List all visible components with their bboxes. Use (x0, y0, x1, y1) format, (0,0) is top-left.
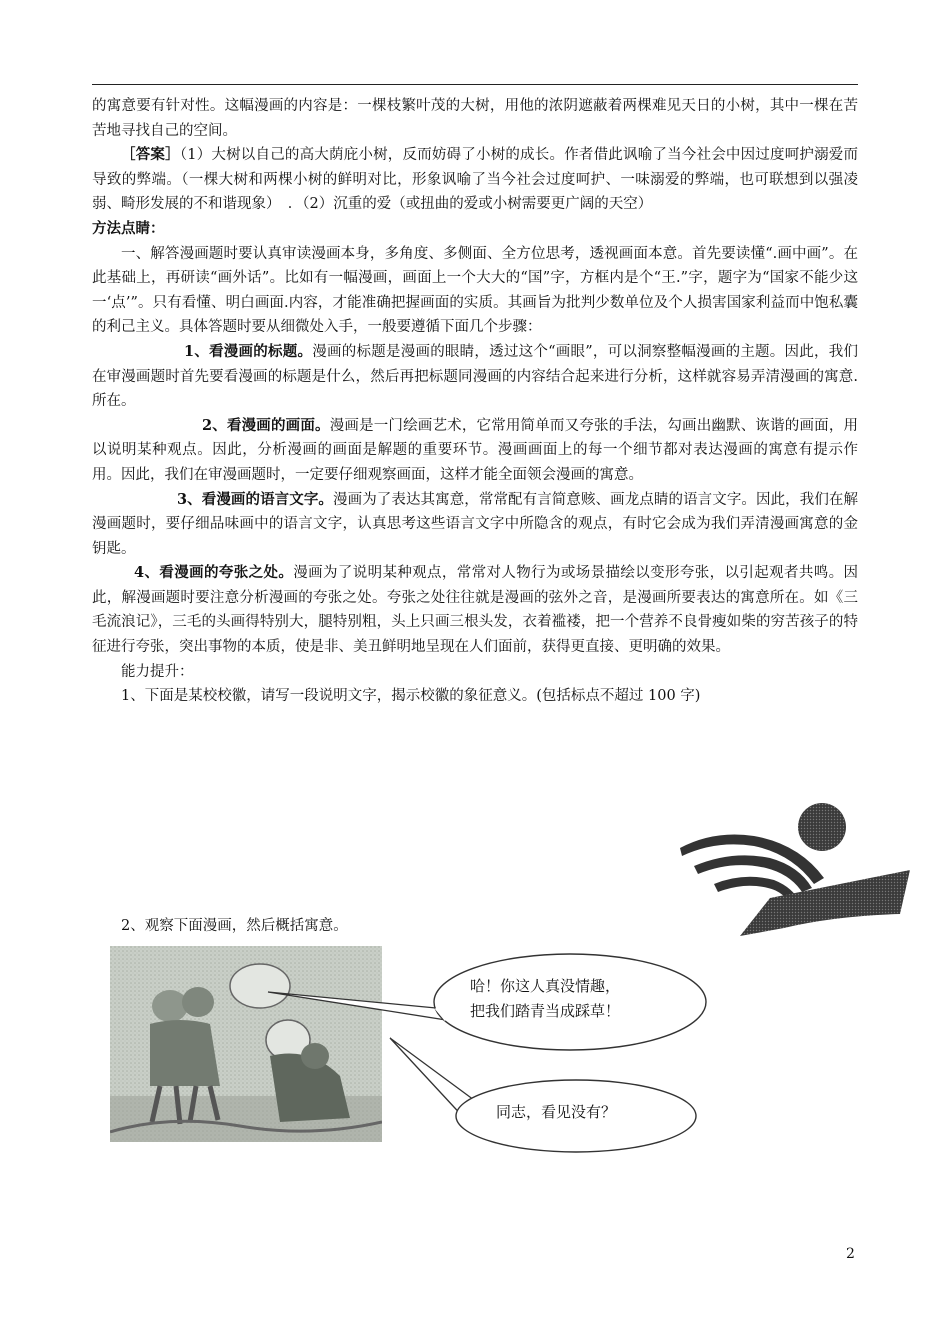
bubble-1-text (470, 974, 670, 1024)
paragraph-intro: 的寓意要有针对性。这幅漫画的内容是：一棵枝繁叶茂的大树，用他的浓阴遮蔽着两棵难见天日的小树，其中一棵在苦苦地寻找自己的空间。 (92, 98, 858, 139)
page-number: 2 (846, 1246, 855, 1262)
header-rule (92, 84, 858, 85)
step-2-body: 漫画是一门绘画艺术，它常用简单而又夸张的手法，勾画出幽默、诙谐的画面，用以说明某种观点。因此，分析漫画的画面是解题的重要环节。漫画画面上的每一个细节都对表达漫画的寓意有提示作用。因此，我们在审漫画题时，一定要仔细观察画面，这样才能全面领会漫画的寓意。 (92, 417, 859, 483)
answer-tag: ［答案］ (121, 146, 180, 164)
step-1 (92, 340, 858, 414)
step-2 (92, 414, 858, 488)
sun-shape (798, 803, 846, 851)
school-emblem-image (674, 800, 914, 938)
step-4 (92, 561, 858, 659)
figure-head-2 (182, 987, 214, 1017)
question-2: 2、观察下面漫画，然后概括寓意。 (121, 918, 348, 934)
step-1-body: 漫画的标题是漫画的眼睛，透过这个“画眼”，可以洞察整幅漫画的主题。因此，我们在审漫画题时首先要看漫画的标题是什么，然后再把标题同漫画的内容结合起来进行分析，这样就容易弄清漫画的寓意.所在。 (92, 343, 858, 410)
step-1-title: 1、看漫画的标题。 (184, 342, 313, 360)
step-2-title: 2、看漫画的画面。 (202, 416, 330, 434)
method-title: 方法点睛： (92, 219, 165, 237)
question-1: 1、下面是某校校徽，请写一段说明文字，揭示校徽的象征意义。(包括标点不超过 100 字) (121, 688, 701, 705)
figure-bodies (150, 1020, 220, 1086)
bubble-1-line-2: 把我们踏青当成踩草！ (470, 1002, 621, 1020)
step-3-body: 漫画为了表达其寓意，常常配有言简意赅、画龙点睛的语言文字。因此，我们在解漫画题时，要仔细品味画中的语言文字，认真思考这些语言文字中所隐含的观点，有时它会成为我们弄清漫画寓意的金钥匙。 (92, 491, 859, 557)
bubble-2-text: 同志，看见没有？ (496, 1103, 617, 1121)
bubble-1-line-1: 哈！你这人真没情趣， (470, 977, 621, 995)
document-body (92, 94, 858, 709)
answer-body: （1）大树以自己的高大荫庇小树，反而妨碍了小树的成长。作者借此讽喻了当今社会中因过度呵护溺爱而导致的弊端。（一棵大树和两棵小树的鲜明对比，形象讽喻了当今社会过度呵护、一味溺爱的弊端，也可联想到以强凌弱、畸形发展的不和谐现象） ．（2）沉重的爱（或扭曲的爱或小树需要更广阔的天空） (92, 147, 858, 213)
step-3 (92, 488, 858, 562)
bubble-1-tail (268, 992, 446, 1020)
step-4-body: 漫画为了说明某种观点，常常对人物行为或场景描绘以变形夸张，以引起观者共鸣。因此，解漫画题时要注意分析漫画的夸张之处。夸张之处往往就是漫画的弦外之音，是漫画所要表达的寓意所在。如《三毛流浪记》，三毛的头画得特别大，腿特别粗，头上只画三根头发，衣着褴褛，把一个营养不良骨瘦如柴的穷苦孩子的特征进行夸张，突出事物的本质，使是非、美丑鲜明地呈现在人们面前，获得更直接、更明确的效果。 (92, 565, 859, 656)
arc-stripe-3 (714, 877, 796, 898)
step-3-title: 3、看漫画的语言文字。 (177, 490, 334, 508)
step-4-title: 4、看漫画的夸张之处。 (134, 564, 294, 582)
method-intro: 一、解答漫画题时要认真审读漫画本身，多角度、多侧面、全方位思考，透视画面本意。首先要读懂“.画中画”。在此基础上，再研读“画外话”。比如有一幅漫画，画面上一个大大的“国”字，方框内是个“王.”字，题字为“国家不能少这一‘点’”。只有看懂、明白画面.内容，才能准确把握画面的实质。其画旨为批判少数单位及个人损害国家利益而中饱私囊的利己主义。具体答题时要从细微处入手，一般要遵循下面几个步骤： (92, 245, 858, 336)
ability-heading: 能力提升： (121, 663, 194, 680)
paragraph-answer (92, 143, 858, 217)
